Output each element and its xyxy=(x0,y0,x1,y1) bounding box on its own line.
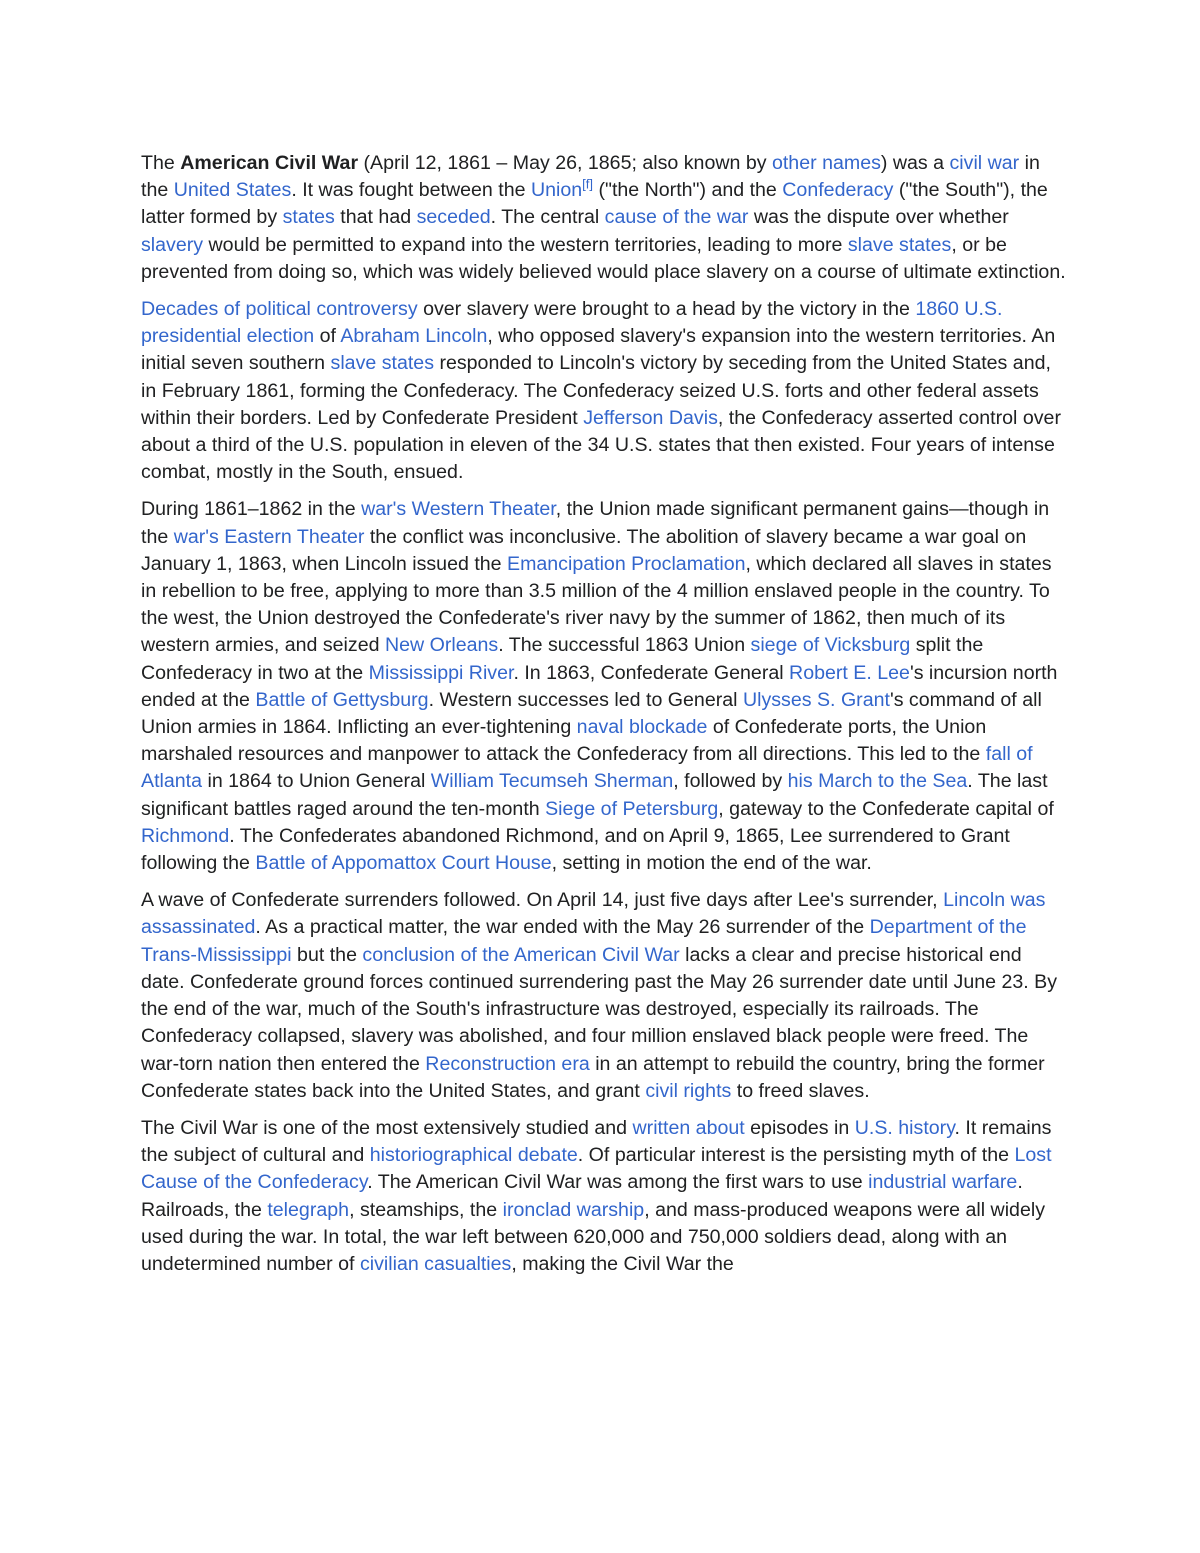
text-run: . The American Civil War was among the first wars to use xyxy=(367,1171,869,1194)
wiki-link[interactable]: fall of Atlanta xyxy=(141,743,1033,793)
wiki-link[interactable]: siege of Vicksburg xyxy=(750,634,911,657)
wiki-link[interactable]: Lincoln was assassinated xyxy=(141,889,1046,939)
text-run: , setting in motion the end of the war. xyxy=(551,852,872,875)
text-run: A wave of Confederate surrenders followed. On April 14, just five days after Lee's surrender, xyxy=(141,889,944,912)
text-run: , steamships, the xyxy=(349,1198,503,1221)
wiki-link[interactable]: slave states xyxy=(330,352,434,375)
wiki-link[interactable]: Confederacy xyxy=(782,179,894,202)
text-run: . The last significant battles raged around the ten-month xyxy=(141,770,1048,820)
text-run: 's incursion north ended at the xyxy=(141,661,1058,711)
wiki-link[interactable]: Reconstruction era xyxy=(425,1052,590,1075)
wiki-link[interactable]: Emancipation Proclamation xyxy=(507,552,746,575)
wiki-link[interactable]: war's Eastern Theater xyxy=(173,525,365,548)
wiki-link[interactable]: William Tecumseh Sherman xyxy=(430,770,674,793)
wiki-link[interactable]: civilian casualties xyxy=(359,1252,512,1275)
footnote-link[interactable] xyxy=(582,176,594,201)
text-run: 's command of all Union armies in 1864. Inflicting an ever-tightening xyxy=(141,688,1042,739)
text-run: The Civil War is one of the most extensively studied and xyxy=(141,1116,633,1139)
text-run: split the Confederacy in two at the xyxy=(141,634,984,684)
wiki-link[interactable]: written about xyxy=(632,1116,745,1139)
text-run: , the Confederacy asserted control over about a third of the U.S. population in eleven of the 34 U.S. states that then existed. Four years of intense combat, mostly in the South, ensued. xyxy=(141,406,1061,484)
text-run: to freed slaves. xyxy=(731,1079,870,1102)
wiki-link[interactable]: seceded xyxy=(416,206,491,229)
wiki-link[interactable]: cause of the war xyxy=(604,206,749,229)
text-run: in an attempt to rebuild the country, bring the former Confederate states back into the United States, and grant xyxy=(141,1052,1045,1102)
text-run: (April 12, 1861 – May 26, 1865; also known by xyxy=(358,152,772,174)
wiki-link[interactable]: other names xyxy=(771,152,881,174)
wiki-link[interactable]: Jefferson Davis xyxy=(583,406,718,429)
text-run: During 1861–1862 in the xyxy=(141,498,362,521)
text-run: . In 1863, Confederate General xyxy=(513,661,790,684)
bold-term: American Civil War xyxy=(180,152,359,174)
wiki-link[interactable]: slavery xyxy=(141,233,204,256)
wiki-link[interactable]: New Orleans xyxy=(384,634,499,657)
wiki-link[interactable]: United States xyxy=(173,179,292,202)
wiki-link[interactable]: Abraham Lincoln xyxy=(340,325,488,348)
text-run: would be permitted to expand into the western territories, leading to more xyxy=(203,233,848,256)
text-run: that had xyxy=(334,206,417,229)
paragraph-3 xyxy=(141,496,1066,877)
text-run: in the xyxy=(141,152,1040,202)
text-run: . Of particular interest is the persisting myth of the xyxy=(577,1144,1015,1167)
text-run: . The successful 1863 Union xyxy=(498,634,751,657)
text-run: the conflict was inconclusive. The abolition of slavery became a war goal on January 1, 1863, when Lincoln issued the xyxy=(141,525,1027,575)
paragraph-2 xyxy=(141,296,1066,486)
wiki-link[interactable]: states xyxy=(282,206,335,229)
text-run: of xyxy=(314,325,341,348)
text-run: was the dispute over whether xyxy=(748,206,1009,229)
text-run: , gateway to the Confederate capital of xyxy=(718,797,1054,820)
text-run: . The central xyxy=(490,206,605,229)
text-run: . It remains the subject of cultural and xyxy=(141,1116,1052,1167)
paragraph-1 xyxy=(141,150,1066,286)
paragraph-5 xyxy=(141,1115,1066,1278)
wiki-link[interactable]: Siege of Petersburg xyxy=(545,797,719,820)
wiki-link[interactable]: his March to the Sea xyxy=(787,770,968,793)
wiki-link[interactable]: Mississippi River xyxy=(368,661,514,684)
text-run: , or be prevented from doing so, which was widely believed would place slavery on a course of ultimate extinction. xyxy=(141,233,1066,283)
wiki-link[interactable]: Lost Cause of the Confederacy xyxy=(141,1144,1052,1194)
text-run: but the xyxy=(291,943,363,966)
text-run: , who opposed slavery's expansion into the western territories. An initial seven southern xyxy=(141,325,1056,375)
paragraph-4 xyxy=(141,887,1066,1105)
text-run: . It was fought between the xyxy=(291,179,531,202)
wiki-link[interactable]: historiographical debate xyxy=(369,1144,578,1167)
article-body xyxy=(141,150,1066,1288)
text-run: . Western successes led to General xyxy=(428,688,743,711)
wiki-link[interactable]: Ulysses S. Grant xyxy=(742,688,890,711)
wiki-link[interactable]: Robert E. Lee xyxy=(789,661,910,684)
text-run: . The Confederates abandoned Richmond, and on April 9, 1865, Lee surrendered to Grant following the xyxy=(141,824,1010,875)
text-run: , the Union made significant permanent gains—though in the xyxy=(141,498,1050,548)
text-run: lacks a clear and precise historical end date. Confederate ground forces continued surrendering past the May 26 surrender date until June 23. By the end of the war, much of the South's infrastructure was destroyed, especially its railroads. The Confederacy collapsed, slavery was abolished, and four million enslaved black people were freed. The war-torn nation then entered the xyxy=(141,943,1058,1075)
text-run: The xyxy=(141,152,181,174)
text-run: responded to Lincoln's victory by seceding from the United States and, in February 1861, forming the Confederacy. The Confederacy seized U.S. forts and other federal assets within their borders. Led by Confederate President xyxy=(141,352,1051,429)
text-run: ("the South"), the latter formed by xyxy=(141,179,1048,229)
wiki-link[interactable]: naval blockade xyxy=(576,716,708,739)
wiki-link[interactable]: Battle of Gettysburg xyxy=(255,688,429,711)
text-run: , and mass-produced weapons were all widely used during the war. In total, the war left between 620,000 and 750,000 soldiers dead, along with an undetermined number of xyxy=(141,1198,1045,1275)
wiki-link[interactable]: civil war xyxy=(949,152,1020,174)
wiki-link[interactable]: slave states xyxy=(847,233,952,256)
text-run: of Confederate ports, the Union marshaled resources and manpower to attack the Confederacy from all directions. This led to the xyxy=(141,716,987,766)
text-run: over slavery were brought to a head by the victory in the xyxy=(417,298,916,321)
wiki-link[interactable]: civil rights xyxy=(645,1079,732,1102)
wiki-link[interactable]: war's Western Theater xyxy=(361,498,556,521)
text-run: episodes in xyxy=(744,1116,855,1139)
wiki-link[interactable]: telegraph xyxy=(267,1198,350,1221)
text-run: in 1864 to Union General xyxy=(202,770,431,793)
wiki-link[interactable]: U.S. history xyxy=(854,1116,955,1139)
wiki-link[interactable]: ironclad warship xyxy=(502,1198,645,1221)
wiki-link[interactable]: Union xyxy=(530,179,583,202)
text-run: . Railroads, the xyxy=(141,1171,1023,1221)
text-run: , followed by xyxy=(673,770,788,793)
text-run: ) was a xyxy=(880,152,950,174)
wiki-link[interactable]: Richmond xyxy=(141,824,230,847)
wiki-link[interactable]: Battle of Appomattox Court House xyxy=(255,852,552,875)
text-run: , which declared all slaves in states in rebellion to be free, applying to more than 3.5 million of the 4 million enslaved people in the country. To the west, the Union destroyed the Confederate's river navy by the summer of 1862, then much of its western armies, and seized xyxy=(141,552,1052,657)
text-run: ("the North") and the xyxy=(593,179,783,202)
footnote-marker: [f] xyxy=(582,176,594,192)
text-run: . As a practical matter, the war ended with the May 26 surrender of the xyxy=(255,916,870,939)
wiki-link[interactable]: industrial warfare xyxy=(868,1171,1018,1194)
text-run: , making the Civil War the xyxy=(511,1252,734,1275)
wiki-link[interactable]: Department of the Trans-Mississippi xyxy=(141,916,1027,966)
wiki-link[interactable]: Decades of political controversy xyxy=(141,298,418,321)
wiki-link[interactable]: conclusion of the American Civil War xyxy=(362,943,680,966)
wiki-link[interactable]: 1860 U.S. presidential election xyxy=(141,298,1003,348)
